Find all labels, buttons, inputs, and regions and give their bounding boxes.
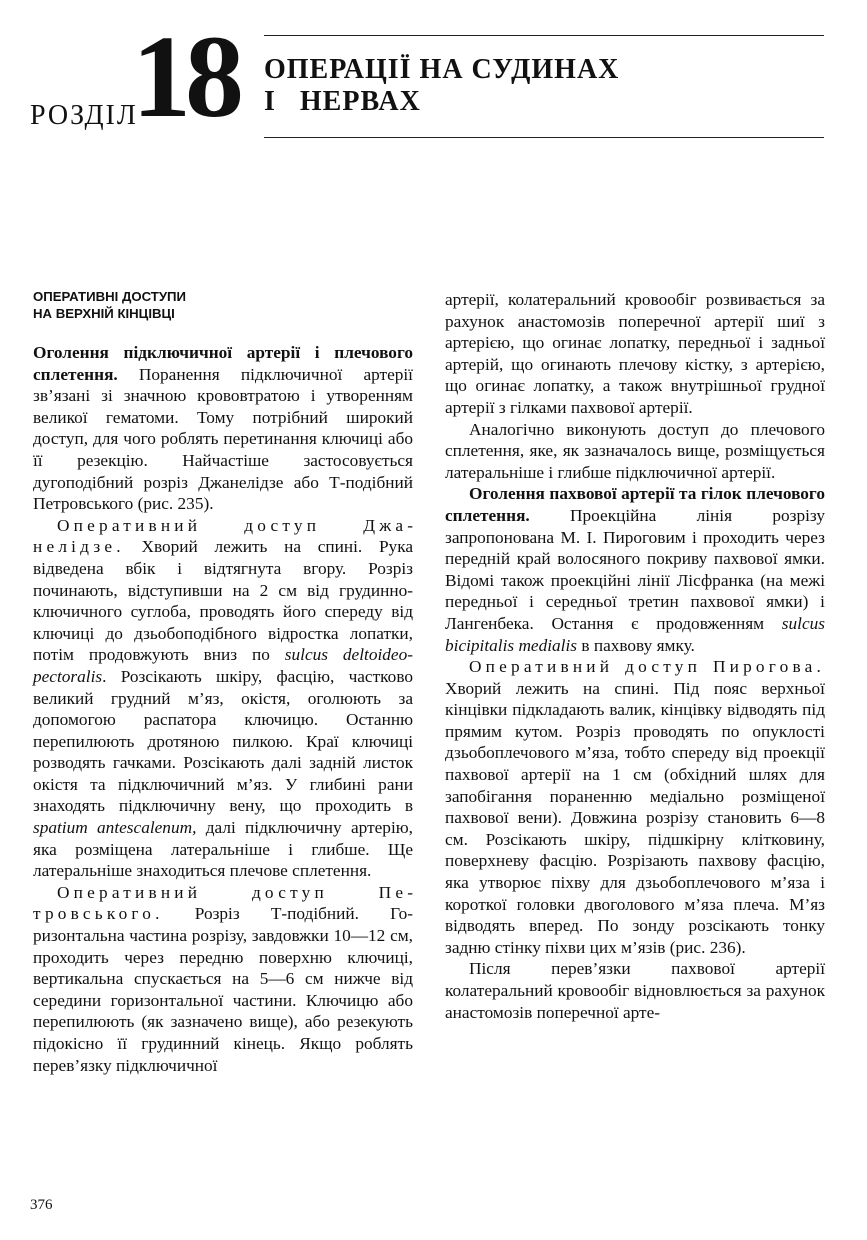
right-column	[445, 289, 825, 1023]
chapter-label: РОЗДІЛ	[30, 100, 138, 131]
paragraph-after-ligation	[445, 958, 825, 1023]
section-heading-line-1: ОПЕРАТИВНІ ДОСТУПИ	[33, 289, 187, 304]
chapter-title-line-1: ОПЕРАЦІЇ НА СУДИНАХ	[264, 54, 620, 85]
paragraph-text: Проекційна лінія розрізу запропонована М. І. Пироговим і проходить через передній край волосяного покриву пахвової ямки. Відомі також проекційні лінії Лісфранка (на межі передньої і середньої третин пахвової ямки) і Лангенбека. Остання є продовженням	[445, 505, 825, 633]
paragraph-text: далі підключичну артерію, яка розміщена латеральніше і глибше. Ще латеральніше знаходиться плечове сплетення.	[33, 818, 413, 881]
paragraph-text: Хворий лежить на спині. Під пояс верхньої кінцівки підкладають валик, кінцівку відводять під прямим кутом. Розріз проводять по опуклості дзьобоплечового м’яза, тобто спереду від проекції пахвової артерії на 1 см (обхідний шлях для запобігання пораненню медіально розміщеної пахвової вени). Довжина розрізу становить 6—8 см. Розсікають шкіру, підшкірну клітковину, поверхневу фасцію. Розрізають пахвову фасцію, яка утворює піхву для дзьобоплечового м’яза і короткої головки двоголового м’яза плеча. М’яз відводять вперед. По зонду розсікають тонку задню стінку піхви цих м’язів (рис. 236).	[445, 678, 825, 957]
chapter-number: 18	[132, 11, 238, 142]
spaced-lead: Оперативний доступ Джанелідзе.	[33, 515, 413, 557]
paragraph-title: Оголення пахвової артерії та гілок плечового сплетення.	[445, 484, 825, 525]
paragraph-text: Розріз Т-подібний. Горизонтальна частина розрізу, завдовжки 10—12 см, проходить через передню поверхню ключиці, вертикальна спускається на 5—6 см нижче від середини горизонтальної частини. Ключицю або перепилюють (як зазначено вище), або резекують підокісно її грудинний кінець. Якщо роблять перев’язку підключичної	[33, 904, 413, 1075]
spaced-lead: Оперативний доступ Петровського.	[33, 882, 413, 924]
paragraph-text: Поранення підключичної артерії зв’язані зі значною крововтратою і утворенням великої гематоми. Тому потрібний широкий доступ, для чого роблять перетинання ключиці або її резекцію. Найчастіше застосовується дугоподібний розріз Джанелідзе або Т-подібний Петровського (рис. 235).	[33, 364, 413, 514]
paragraph-brachial-plexus	[445, 419, 825, 484]
chapter-title-line-2: І НЕРВАХ	[264, 86, 421, 117]
paragraph-text: Хворий лежить на спині. Рука відведена вбік і відтягнута вгору. Розріз починають, відступивши на 2 см від грудинно-ключичного суглоба, проводять його спереду від ключиці до дзьобоподібного відростка лопатки, потім продовжують вниз по	[33, 537, 413, 665]
paragraph-text: артерії, колатеральний кровообіг розвивається за рахунок анастомозів поперечної артерії шиї з артерією, що огинає лопатку, передньої і задньої артерій, що огинають плечову кістку, з артерією, що огинає лопатку, а також внутрішньої грудної артерії з гілками пахвової артерії.	[445, 290, 825, 417]
left-column	[33, 288, 413, 1076]
paragraph-text: в пахвову ямку.	[577, 635, 695, 655]
section-heading	[33, 288, 413, 322]
latin-term: spatium antescalenum,	[33, 818, 197, 838]
paragraph-dzhanelidze-access	[33, 515, 413, 882]
chapter-title	[264, 54, 824, 118]
paragraph-axillary-exposure	[445, 483, 825, 656]
paragraph-text: Після перев’язки пахвової артерії колатеральний кровообіг відновлюється за рахунок анастомозів поперечної арте-	[445, 959, 825, 1022]
top-rule	[264, 35, 824, 36]
latin-term: sulcus deltoideopectoralis	[33, 645, 413, 686]
paragraph-collateral-continued	[445, 289, 825, 419]
paragraph-text: Аналогічно виконують доступ до плечового сплетення, яке, як зазначалось вище, розміщується латеральніше і глибше підключичної артерії.	[445, 419, 825, 482]
section-heading-line-2: НА ВЕРХНІЙ КІНЦІВЦІ	[33, 306, 175, 321]
bottom-rule	[264, 137, 824, 138]
paragraph-pirogov-access	[445, 656, 825, 958]
paragraph-text: . Розсікають шкіру, фасцію, частково великий грудний м’яз, окістя, оголюють за допомогою распатора ключицю. Останню перепилюють дротяною пилкою. Краї ключиці розводять гачками. Розсікають далі задній листок окістя та підключичний м’яз. У глибині рани знаходять підключичну вену, що проходить в	[33, 666, 413, 816]
spaced-lead: Оперативний доступ Пирогова.	[469, 657, 825, 677]
paragraph-title: Оголення підключичної артерії і плечового сплетення.	[33, 343, 413, 384]
latin-term: sulcus bicipitalis medialis	[445, 613, 825, 655]
page-number: 376	[30, 1197, 53, 1213]
paragraph-petrovsky-access	[33, 882, 413, 1076]
paragraph-subclavian-intro	[33, 342, 413, 515]
